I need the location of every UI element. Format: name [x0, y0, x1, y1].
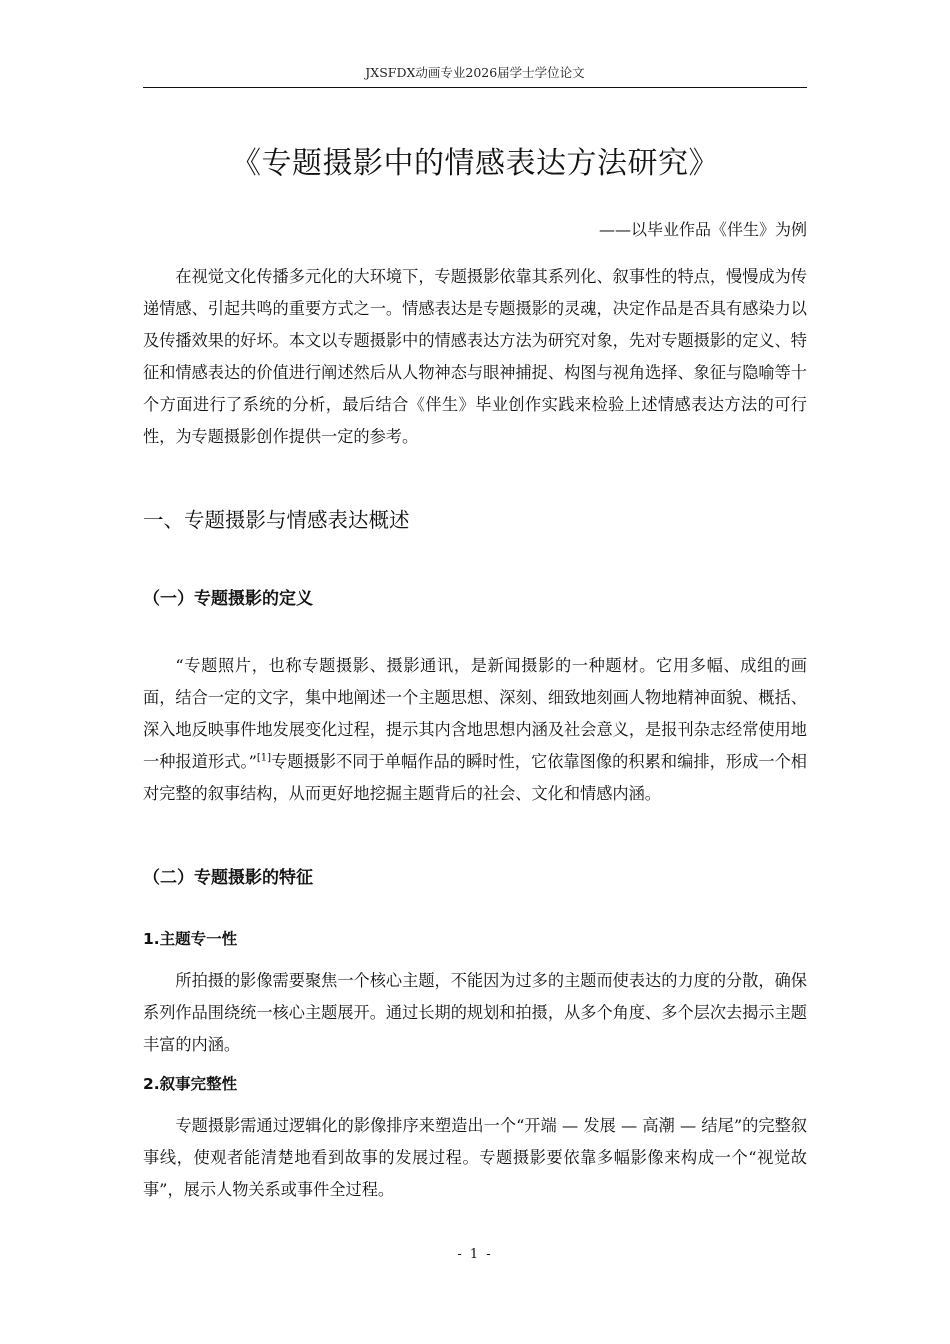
subsection-heading-definition: （一）专题摄影的定义 — [143, 589, 313, 609]
section-heading-1: 一、专题摄影与情感表达概述 — [143, 508, 410, 532]
feature-heading-2: 2.叙事完整性 — [143, 1075, 238, 1093]
thesis-subtitle: ——以毕业作品《伴生》为例 — [598, 220, 807, 239]
definition-rest: 专题摄影不同于单幅作品的瞬时性，它依靠图像的积累和编排，形成一个相对完整的叙事结构，从而更好地挖掘主题背后的社会、文化和情感内涵。 — [143, 752, 807, 803]
feature-paragraph-2: 专题摄影需通过逻辑化的影像排序来塑造出一个“开端 — 发展 — 高潮 — 结尾”的完整叙事线，使观者能清楚地看到故事的发展过程。专题摄影要依靠多幅影像来构成一个“视觉故事”，展示人物关系或事件全过程。 — [143, 1116, 807, 1199]
thesis-title: 《专题摄影中的情感表达方法研究》 — [231, 146, 719, 181]
abstract-paragraph: 在视觉文化传播多元化的大环境下，专题摄影依靠其系列化、叙事性的特点，慢慢成为传递情感、引起共鸣的重要方式之一。情感表达是专题摄影的灵魂，决定作品是否具有感染力以及传播效果的好坏。本文以专题摄影中的情感表达方法为研究对象，先对专题摄影的定义、特征和情感表达的价值进行阐述然后从人物神态与眼神捕捉、构图与视角选择、象征与隐喻等十个方面进行了系统的分析，最后结合《伴生》毕业创作实践来检验上述情感表达方法的可行性，为专题摄影创作提供一定的参考。 — [143, 267, 807, 446]
definition-paragraph — [143, 650, 807, 810]
definition-quote: “专题照片，也称专题摄影、摄影通讯，是新闻摄影的一种题材。它用多幅、成组的画面，结合一定的文字，集中地阐述一个主题思想、深刻、细致地刻画人物地精神面貌、概括、深入地反映事件地发展变化过程，提示其内含地思想内涵及社会意义，是报刊杂志经常使用地一种报道形式。” — [143, 656, 807, 771]
page-number: - 1 - — [457, 1247, 493, 1262]
feature-heading-1: 1.主题专一性 — [143, 930, 238, 948]
page-header: JXSFDX动画专业2026届学士学位论文 — [365, 65, 585, 80]
subsection-heading-features: （二）专题摄影的特征 — [143, 868, 313, 888]
citation-marker: [1] — [256, 752, 272, 764]
feature-paragraph-1: 所拍摄的影像需要聚焦一个核心主题，不能因为过多的主题而使表达的力度的分散，确保系列作品围绕统一核心主题展开。通过长期的规划和拍摄，从多个角度、多个层次去揭示主题丰富的内涵。 — [143, 971, 807, 1054]
header-divider — [143, 87, 807, 88]
